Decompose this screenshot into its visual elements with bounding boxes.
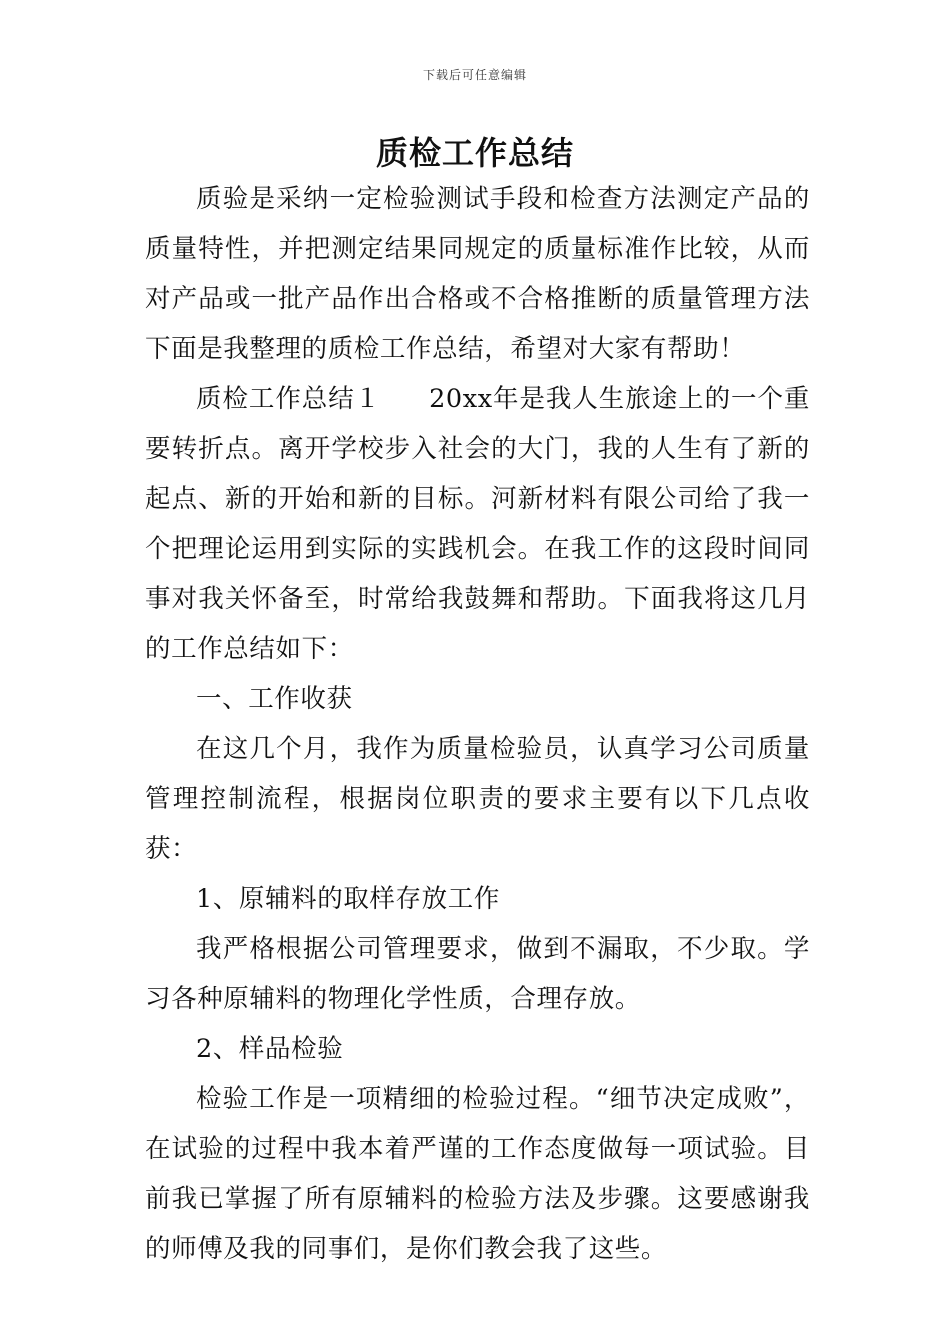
summary-text: 20xx年是我人生旅途上的一个重要转折点。离开学校步入社会的大门，我的人生有了新的起点、新的开始和新的目标。河新材料有限公司给了我一个把理论运用到实际的实践机会。在我工作的这段时间同事对我关怀备至，时常给我鼓舞和帮助。下面我将这几月的工作总结如下： — [145, 384, 810, 664]
header-note: 下载后可任意编辑 — [422, 68, 527, 82]
sampling-paragraph: 我严格根据公司管理要求，做到不漏取，不少取。学习各种原辅料的物理化学性质，合理存放。 — [145, 934, 810, 1014]
subheading-sampling: 1、原辅料的取样存放工作 — [196, 884, 500, 914]
summary-lead: 质检工作总结１ — [196, 384, 382, 414]
document-title: 质检工作总结 — [375, 134, 574, 172]
gains-paragraph: 在这几个月，我作为质量检验员，认真学习公司质量管理控制流程，根据岗位职责的要求主要有以下几点收获： — [145, 734, 810, 864]
section-heading-work-gains: 一、工作收获 — [196, 684, 353, 714]
document-body — [145, 174, 810, 1274]
summary-paragraph-1 — [145, 374, 810, 674]
intro-paragraph: 质验是采纳一定检验测试手段和检查方法测定产品的质量特性，并把测定结果同规定的质量标准作比较，从而对产品或一批产品作出合格或不合格推断的质量管理方法下面是我整理的质检工作总结，希望对大家有帮助！ — [145, 184, 810, 364]
inspection-paragraph: 检验工作是一项精细的检验过程。“细节决定成败”，在试验的过程中我本着严谨的工作态度做每一项试验。目前我已掌握了所有原辅料的检验方法及步骤。这要感谢我的师傅及我的同事们，是你们教会我了这些。 — [145, 1084, 810, 1264]
subheading-sample-inspection: 2、样品检验 — [196, 1034, 344, 1064]
